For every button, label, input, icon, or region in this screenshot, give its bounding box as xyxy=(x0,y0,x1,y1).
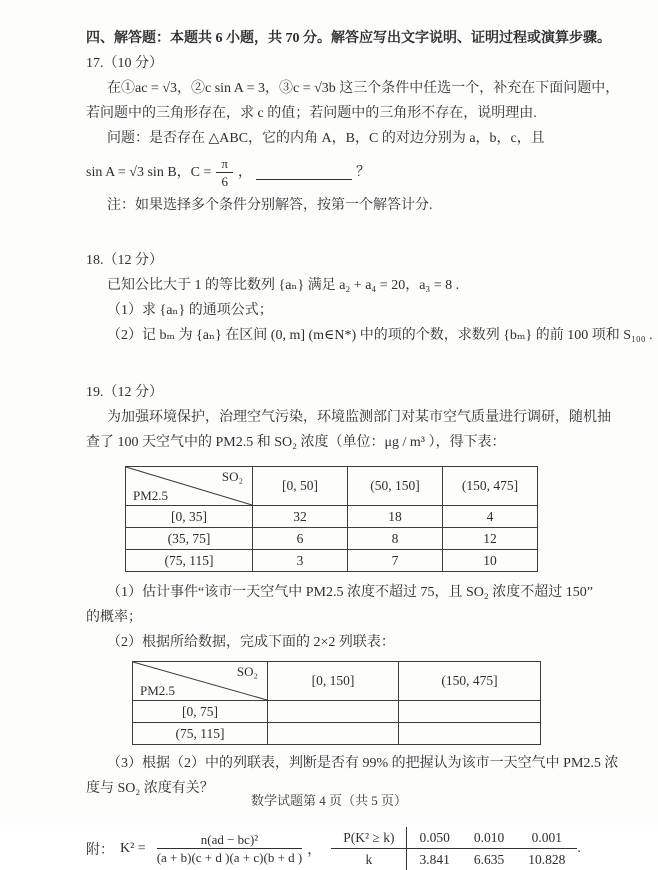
cell: 3 xyxy=(253,550,348,572)
cell: 12 xyxy=(443,528,538,550)
cell: 18 xyxy=(348,506,443,528)
empty-cell xyxy=(399,723,541,745)
q18-part2: （2）记 bₘ 为 {aₙ} 在区间 (0, m] (m∈N*) 中的项的个数，求数列 {bₘ} 的前 100 项和 S₁₀₀ . xyxy=(86,323,640,348)
row-label: [0, 35] xyxy=(126,506,253,528)
k-value: 10.828 xyxy=(516,849,577,870)
critical-value-table xyxy=(331,827,577,870)
empty-cell xyxy=(399,701,541,723)
contingency-table-header-row xyxy=(133,662,541,701)
page-footer: 数学试题第 4 页（共 5 页） xyxy=(0,790,658,809)
q18-part1: （1）求 {aₙ} 的通项公式； xyxy=(86,298,640,323)
q18-title: 18.（12 分） xyxy=(86,248,640,273)
table-row xyxy=(133,701,541,723)
p-value: 0.050 xyxy=(407,827,462,849)
q17-formula-mid: ， xyxy=(238,160,252,185)
row-label: (35, 75] xyxy=(126,528,253,550)
q19-part3-line2: 度与 SO₂ 浓度有关？ xyxy=(86,776,640,801)
q19-part2: （2）根据所给数据，完成下面的 2×2 列联表： xyxy=(86,630,640,655)
appendix-label: 附： xyxy=(86,839,114,859)
table-row xyxy=(126,506,538,528)
q17-problem-line: 问题：是否存在 △ABC，它的内角 A，B，C 的对边分别为 a，b，c，且 xyxy=(86,126,640,151)
question-19 xyxy=(86,380,640,801)
q19-title: 19.（12 分） xyxy=(86,380,640,405)
pm25-axis-label: PM2.5 xyxy=(133,488,168,503)
so2-axis-label: SO₂ xyxy=(222,469,243,484)
question-17 xyxy=(86,51,640,218)
q17-line2: 若问题中的三角形存在，求 c 的值；若问题中的三角形不存在，说明理由. xyxy=(86,101,640,126)
cell: 32 xyxy=(253,506,348,528)
frequency-table xyxy=(125,466,538,572)
q18-given-line: 已知公比大于 1 的等比数列 {aₙ} 满足 a₂ + a₄ = 20，a₃ = 8 . xyxy=(86,273,640,298)
cell: 7 xyxy=(348,550,443,572)
q19-intro-line2: 查了 100 天空气中的 PM2.5 和 SO₂ 浓度（单位：μg / m³ ），得下表： xyxy=(86,430,640,455)
q19-intro-line1: 为加强环境保护，治理空气污染，环境监测部门对某市空气质量进行调研，随机抽 xyxy=(86,405,640,430)
pm25-axis-label: PM2.5 xyxy=(140,683,175,698)
q17-title: 17.（10 分） xyxy=(86,51,640,76)
contingency-table xyxy=(132,661,541,745)
q19-part1-line2: 的概率； xyxy=(86,605,640,630)
q19-part1-line1: （1）估计事件“该市一天空气中 PM2.5 浓度不超过 75，且 SO₂ 浓度不超过 150” xyxy=(86,580,640,605)
diagonal-header-cell xyxy=(126,467,253,506)
k-label: k xyxy=(331,849,407,870)
table-row xyxy=(126,550,538,572)
answer-blank xyxy=(256,164,352,180)
p-label: P(K² ≥ k) xyxy=(331,827,407,849)
col-header: (150, 475] xyxy=(443,467,538,506)
appendix-period: . xyxy=(577,841,581,857)
col-header: [0, 50] xyxy=(253,467,348,506)
q17-conditions-line: 在①ac = √3，②c sin A = 3，③c = √3b 这三个条件中任选一个，补充在下面问题中， xyxy=(86,76,640,101)
k-value: 3.841 xyxy=(407,849,462,870)
col-header: (50, 150] xyxy=(348,467,443,506)
p-value: 0.001 xyxy=(516,827,577,849)
appendix-formula xyxy=(86,827,640,870)
q17-formula-line xyxy=(86,151,640,193)
appendix-comma: ， xyxy=(307,839,321,859)
cell: 10 xyxy=(443,550,538,572)
table-row xyxy=(133,723,541,745)
frequency-table-header-row xyxy=(126,467,538,506)
empty-cell xyxy=(268,701,399,723)
q17-note: 注：如果选择多个条件分别解答，按第一个解答计分. xyxy=(86,193,640,218)
col-header: [0, 150] xyxy=(268,662,399,701)
q17-formula-prefix: sin A = √3 sin B，C = xyxy=(86,160,211,185)
k-squared-fraction: $\frac{\text{n(ad − bc)²}}{(a + b)(c + d )(a + c)(b + d )}$ xyxy=(157,831,303,866)
cell: 6 xyxy=(253,528,348,550)
k-value: 6.635 xyxy=(462,849,516,870)
table-row xyxy=(126,528,538,550)
p-value: 0.010 xyxy=(462,827,516,849)
pi-over-6-fraction: $\frac{\pi}{6}$ xyxy=(216,155,233,190)
empty-cell xyxy=(268,723,399,745)
critical-value-row xyxy=(331,849,577,870)
k-squared-lhs: K² = xyxy=(120,841,146,857)
critical-value-header-row xyxy=(331,827,577,849)
section-header: 四、解答题：本题共 6 小题，共 70 分。解答应写出文字说明、证明过程或演算步骤。 xyxy=(86,26,640,51)
question-18 xyxy=(86,248,640,348)
row-label: [0, 75] xyxy=(133,701,268,723)
so2-axis-label: SO₂ xyxy=(237,664,258,679)
row-label: (75, 115] xyxy=(133,723,268,745)
diagonal-header-cell xyxy=(133,662,268,701)
col-header: (150, 475] xyxy=(399,662,541,701)
cell: 4 xyxy=(443,506,538,528)
cell: 8 xyxy=(348,528,443,550)
q17-formula-suffix: ？ xyxy=(356,160,370,185)
row-label: (75, 115] xyxy=(126,550,253,572)
q19-part3-line1: （3）根据（2）中的列联表，判断是否有 99% 的把握认为该市一天空气中 PM2.5 浓 xyxy=(86,751,640,776)
